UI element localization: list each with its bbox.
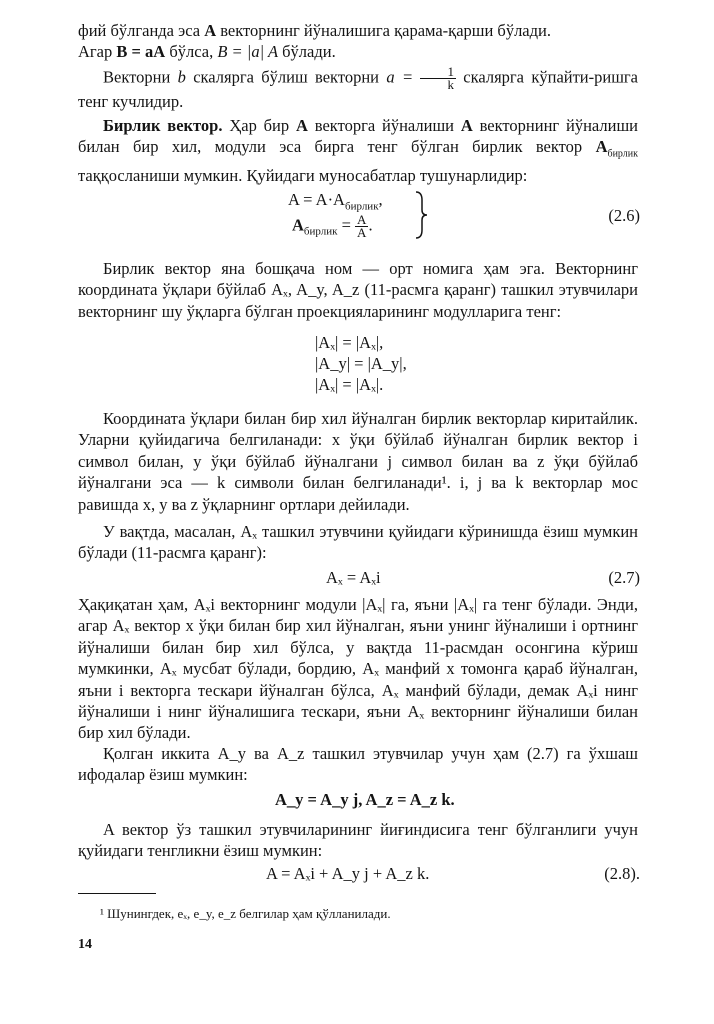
equation-number-2-6: (2.6) (608, 206, 640, 225)
equation-2-6-line2: $A_{бирлик}$ = $\frac{A}{A}$ . (292, 212, 373, 240)
right-brace-icon (414, 190, 428, 240)
paragraph-unit-vectors-ijk: Координата ўқлари билан бир хил йўналган бирлик векторлар киритайлик. Уларни қуйидагича белгиланади: x ўқи бўйлаб йўналган бирлик вектор i символ билан, y ўқи бўйлаб йўналгани j символ билан ва z ўқи бўйлаб йўналгани эса — k символи билан белгиланади¹. i, j ва k векторлар мос равишда x, y ва z ўқларнинг ортлари дейилади. (78, 409, 638, 514)
paragraph-unit-vector: Бирлик вектор. Ҳар бир A векторга йўналиши A векторнинг йўналиши билан бир хил, модули эса бирга тенг бўлган бирлик вектор $A_{бирлик}$ таққосланиши мумкин. Қуйидаги муносабатлар тушунарлидир: (78, 116, 639, 186)
equation-number-2-8: (2.8). (604, 864, 640, 883)
page-number: 14 (78, 937, 92, 952)
footnote: ¹ Шунингдек, eₓ, e_y, e_z белгилар ҳам қўлланилади. (100, 906, 391, 921)
equation-number-2-7: (2.7) (608, 568, 640, 587)
paragraph-other-components: Қолган иккита A_y ва A_z ташкил этувчилар учун ҳам (2.7) га ўхшаш ифодалар ёзиш мумкин: (78, 744, 638, 785)
fraction-one-over-k: $\frac{1}{k}$ (420, 66, 456, 91)
paragraph-ort: Бирлик вектор яна бошқача ном — орт номига ҳам эга. Векторнинг координата ўқлари бўйлаб Aₓ, A_y, A_z (11-расмга қаранг) ташкил этувчилари векторнинг шу ўқларга бўлган проекцияларининг модулларига тенг: (78, 259, 638, 321)
equation-modulus-z: |Aₓ| = |Aₓ|. (315, 375, 384, 394)
paragraph-intro: фий бўлганда эса A векторнинг йўналишига қарама-қарши бўлади. Агар B = aA бўлса, B = |a| A бўлади. (78, 21, 551, 62)
paragraph-explanation: Ҳақиқатан ҳам, Aₓi векторнинг модули |Aₓ| га, яъни |Aₓ| га тенг бўлади. Энди, агар Aₓ вектор x ўқи билан бир хил йўналган, яъни унинг йўналиши i ортнинг йўналиши билан бир хил бўлса, у вақтда 11-расмдан осонгина кўриш мумкинки, Aₓ мусбат бўлади, бордию, Aₓ манфий x томонга қараб йўналган, яъни i векторга тескари йўналган бўлса, Aₓ манфий бўлади, демак Aₓi нинг йўналиши i нинг йўналишига тескари, яъни Aₓ векторнинг йўналиши билан бир хил бўлади. (78, 595, 638, 743)
paragraph-sum: A вектор ўз ташкил этувчиларининг йиғиндисига тенг бўлганлиги учун қуйидаги тенгликни ёзиш мумкин: (78, 820, 638, 861)
equation-2-7: Aₓ = Aₓi (326, 568, 381, 587)
equation-modulus-y: |A_y| = |A_y|, (315, 354, 407, 373)
footnote-divider (78, 893, 156, 894)
paragraph-component-form: У вақтда, масалан, Aₓ ташкил этувчини қуйидаги кўринишда ёзиш мумкин бўлади (11-расмга қаранг): (78, 522, 638, 563)
paragraph-scalar-division: Векторни b скалярга бўлиш векторни a = $\frac{1}{k}$ скалярга кўпайти-ришга тенг кучлидир. (78, 64, 639, 111)
section-title-unit-vector: Бирлик вектор. (103, 116, 223, 135)
equation-modulus-x: |Aₓ| = |Aₓ|, (315, 333, 384, 352)
equation-2-8: A = Aₓi + A_y j + A_z k. (266, 864, 430, 883)
equation-y-z-components: A_y = A_y j, A_z = A_z k. (275, 790, 455, 809)
equation-2-6-line1: $A = A\cdot A_{бирлик}$, (288, 190, 383, 213)
